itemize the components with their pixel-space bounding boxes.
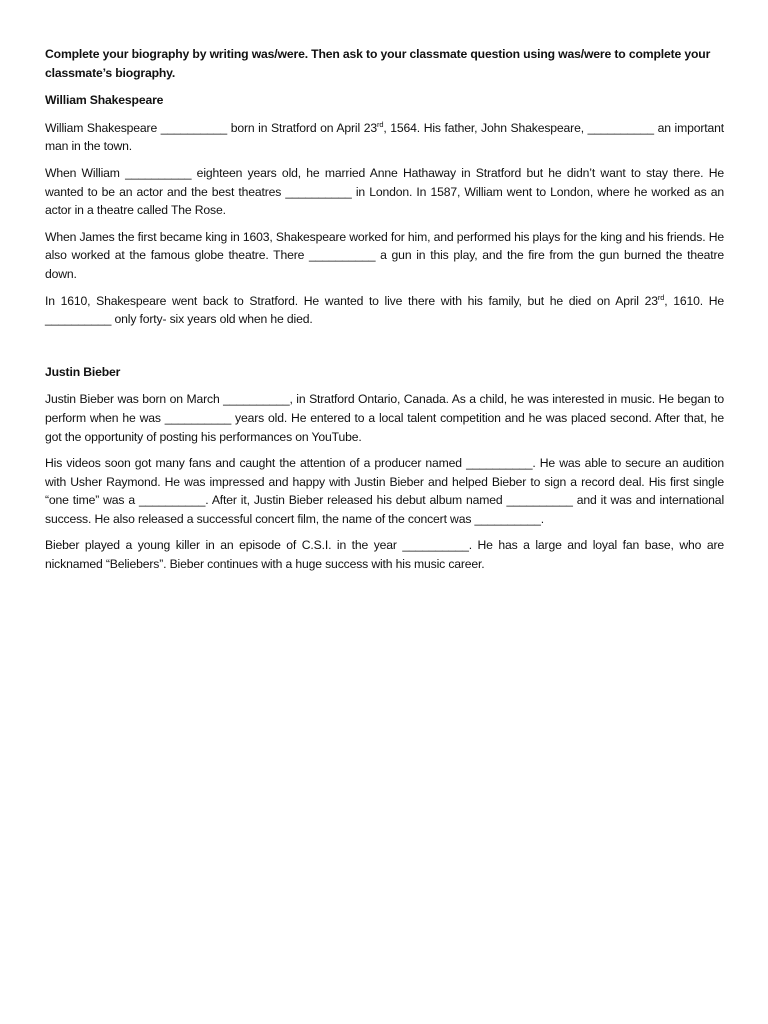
shakespeare-paragraph-3: When James the first became king in 1603, Shakespeare worked for him, and performed his plays for the king and his friends. He also worked at the famous globe theatre. There __________ a gun in this play, and the fire from the gun burned the theatre down. <box>45 229 724 281</box>
bieber-paragraph-1: Justin Bieber was born on March __________, in Stratford Ontario, Canada. As a child, he was interested in music. He began to perform when he was __________ years old. He entered to a local talent competition and he was placed second. After that, he got the opportunity of posting his performances on YouTube. <box>45 392 724 444</box>
bieber-heading: Justin Bieber <box>45 364 121 379</box>
shakespeare-p1-ordinal: rd <box>376 119 384 129</box>
bieber-paragraph-3: Bieber played a young killer in an episode of C.S.I. in the year __________. He has a large and loyal fan base, who are nicknamed “Beliebers”. Bieber continues with a huge success with his music career. <box>45 538 724 572</box>
shakespeare-p4-text-a: In 1610, Shakespeare went back to Stratford. He wanted to live there with his family, but he died on April 23 <box>45 293 658 308</box>
shakespeare-paragraph-1 <box>45 119 724 156</box>
section-spacer <box>45 337 724 363</box>
shakespeare-heading: William Shakespeare <box>45 93 164 108</box>
bieber-paragraph-2: His videos soon got many fans and caught the attention of a producer named __________. He was able to secure an audition with Usher Raymond. He was impressed and happy with Justin Bieber and helped Bieber to sign a record deal. His first single “one time” was a __________. After it, Justin Bieber released his debut album named __________ and it was and international success. He also released a successful concert film, the name of the concert was __________. <box>45 456 724 526</box>
shakespeare-p4-ordinal: rd <box>657 292 665 302</box>
instructions-text: Complete your biography by writing was/were. Then ask to your classmate question using was/were to complete your classmate’s biography. <box>45 47 711 80</box>
shakespeare-p4-text-b: , 1610. He __________ only forty- six years old when he died. <box>45 293 724 327</box>
shakespeare-paragraph-4 <box>45 292 724 329</box>
shakespeare-p1-text-a: William Shakespeare __________ born in Stratford on April 23 <box>45 120 377 135</box>
worksheet-page <box>45 45 724 582</box>
shakespeare-p1-text-b: , 1564. His father, John Shakespeare, __________ an important man in the town. <box>45 120 724 154</box>
shakespeare-paragraph-2: When William __________ eighteen years old, he married Anne Hathaway in Stratford but he didn’t want to stay there. He wanted to be an actor and the best theatres __________ in London. In 1587, William went to London, where he worked as an actor in a theatre called The Rose. <box>45 165 724 218</box>
